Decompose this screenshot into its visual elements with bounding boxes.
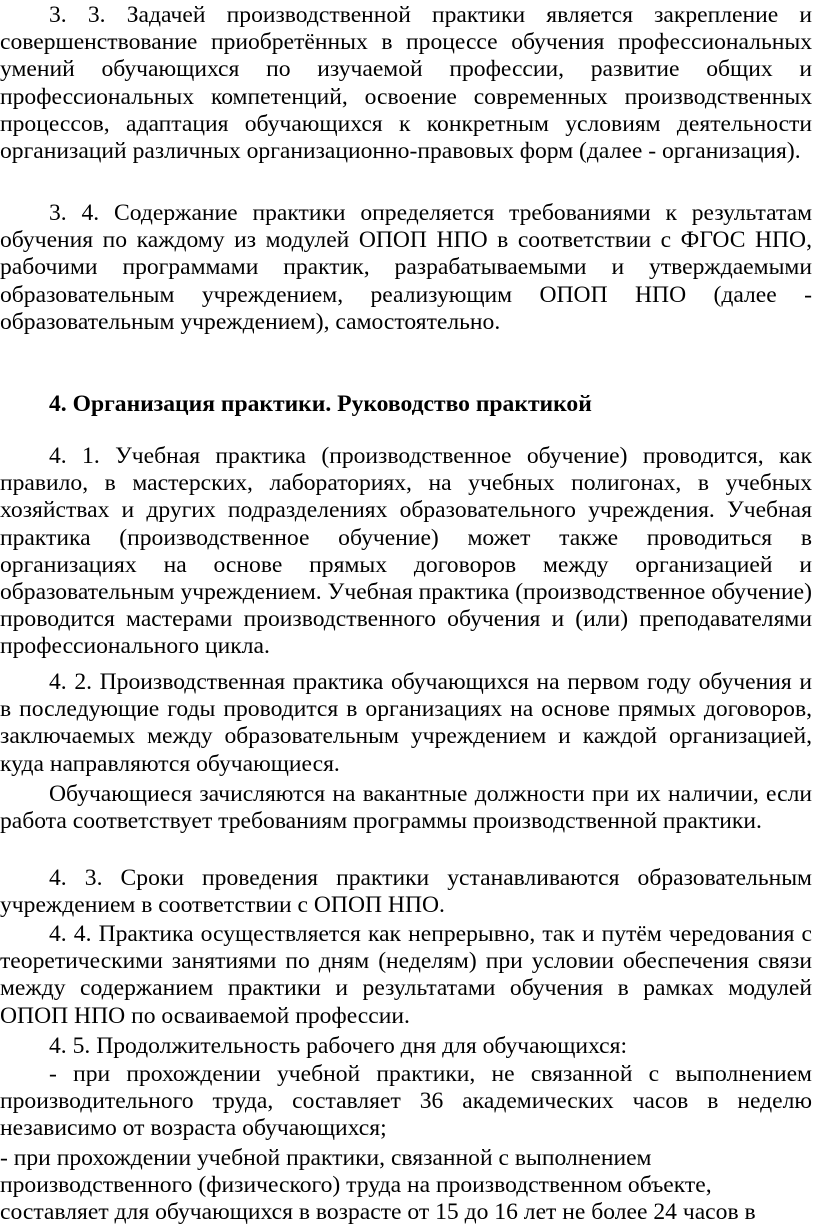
paragraph-3-3: 3. 3. Задачей производственной практики является закрепление и совершенствование приобретённых в процессе обучения профессиональных умений обучающихся по изучаемой профессии, развитие общих и профессиональных компетенций, освоение современных производственных процессов, адаптация обучающихся к конкретным условиям деятельности организаций различных организационно-правовых форм (далее - организация). bbox=[0, 2, 812, 165]
paragraph-4-3: 4. 3. Сроки проведения практики устанавливаются образовательным учреждением в соответствии с ОПОП НПО. bbox=[0, 865, 812, 919]
paragraph-3-3-block bbox=[0, 2, 812, 165]
section-4-heading-block bbox=[0, 391, 812, 418]
section-4-heading: 4. Организация практики. Руководство практикой bbox=[49, 391, 592, 417]
paragraph-4-2-block bbox=[0, 669, 812, 778]
paragraph-4-2: 4. 2. Производственная практика обучающихся на первом году обучения и в последующие годы проводится в организациях на основе прямых договоров, заключаемых между образовательным учреждением и каждой организацией, куда направляются обучающиеся. bbox=[0, 669, 812, 777]
paragraph-4-5-block bbox=[0, 1033, 812, 1060]
paragraph-4-4: 4. 4. Практика осуществляется как непрерывно, так и путём чередования с теоретическими занятиями по дням (неделям) при условии обеспечения связи между содержанием практики и результатами обучения в рамках модулей ОПОП НПО по осваиваемой профессии. bbox=[0, 921, 812, 1029]
paragraph-enrollment: Обучающиеся зачисляются на вакантные должности при их наличии, если работа соответствует требованиям программы производственной практики. bbox=[0, 781, 812, 835]
paragraph-enrollment-block bbox=[0, 781, 812, 835]
list-item-1: - при прохождении учебной практики, не связанной с выполнением производительного труда, составляет 36 академических часов в неделю независимо от возраста обучающихся; bbox=[0, 1061, 812, 1142]
paragraph-4-1-block bbox=[0, 443, 812, 661]
paragraph-4-1: 4. 1. Учебная практика (производственное обучение) проводится, как правило, в мастерских, лабораториях, на учебных полигонах, в учебных хозяйствах и других подразделениях образовательного учреждения. Учебная практика (производственное обучение) может также проводиться в организациях на основе прямых договоров между организацией и образовательным учреждением. Учебная практика (производственное обучение) проводится мастерами производственного обучения и (или) преподавателями профессионального цикла. bbox=[0, 443, 812, 660]
paragraph-3-4: 3. 4. Содержание практики определяется требованиями к результатам обучения по каждому из модулей ОПОП НПО в соответствии с ФГОС НПО, рабочими программами практик, разрабатываемыми и утверждаемыми образовательным учреждением, реализующим ОПОП НПО (далее - образовательным учреждением), самостоятельно. bbox=[0, 200, 812, 335]
list-item-2-block bbox=[0, 1145, 812, 1227]
paragraph-4-4-block bbox=[0, 921, 812, 1030]
list-item-1-block bbox=[0, 1061, 812, 1143]
paragraph-4-3-block bbox=[0, 865, 812, 919]
paragraph-3-4-block bbox=[0, 200, 812, 336]
paragraph-4-5: 4. 5. Продолжительность рабочего дня для обучающихся: bbox=[49, 1033, 628, 1059]
list-item-2: - при прохождении учебной практики, связанной с выполнением производственного (физического) труда на производственном объекте, составляет для обучающихся в возрасте от 15 до 16 лет не более 24 часов в bbox=[0, 1145, 756, 1226]
